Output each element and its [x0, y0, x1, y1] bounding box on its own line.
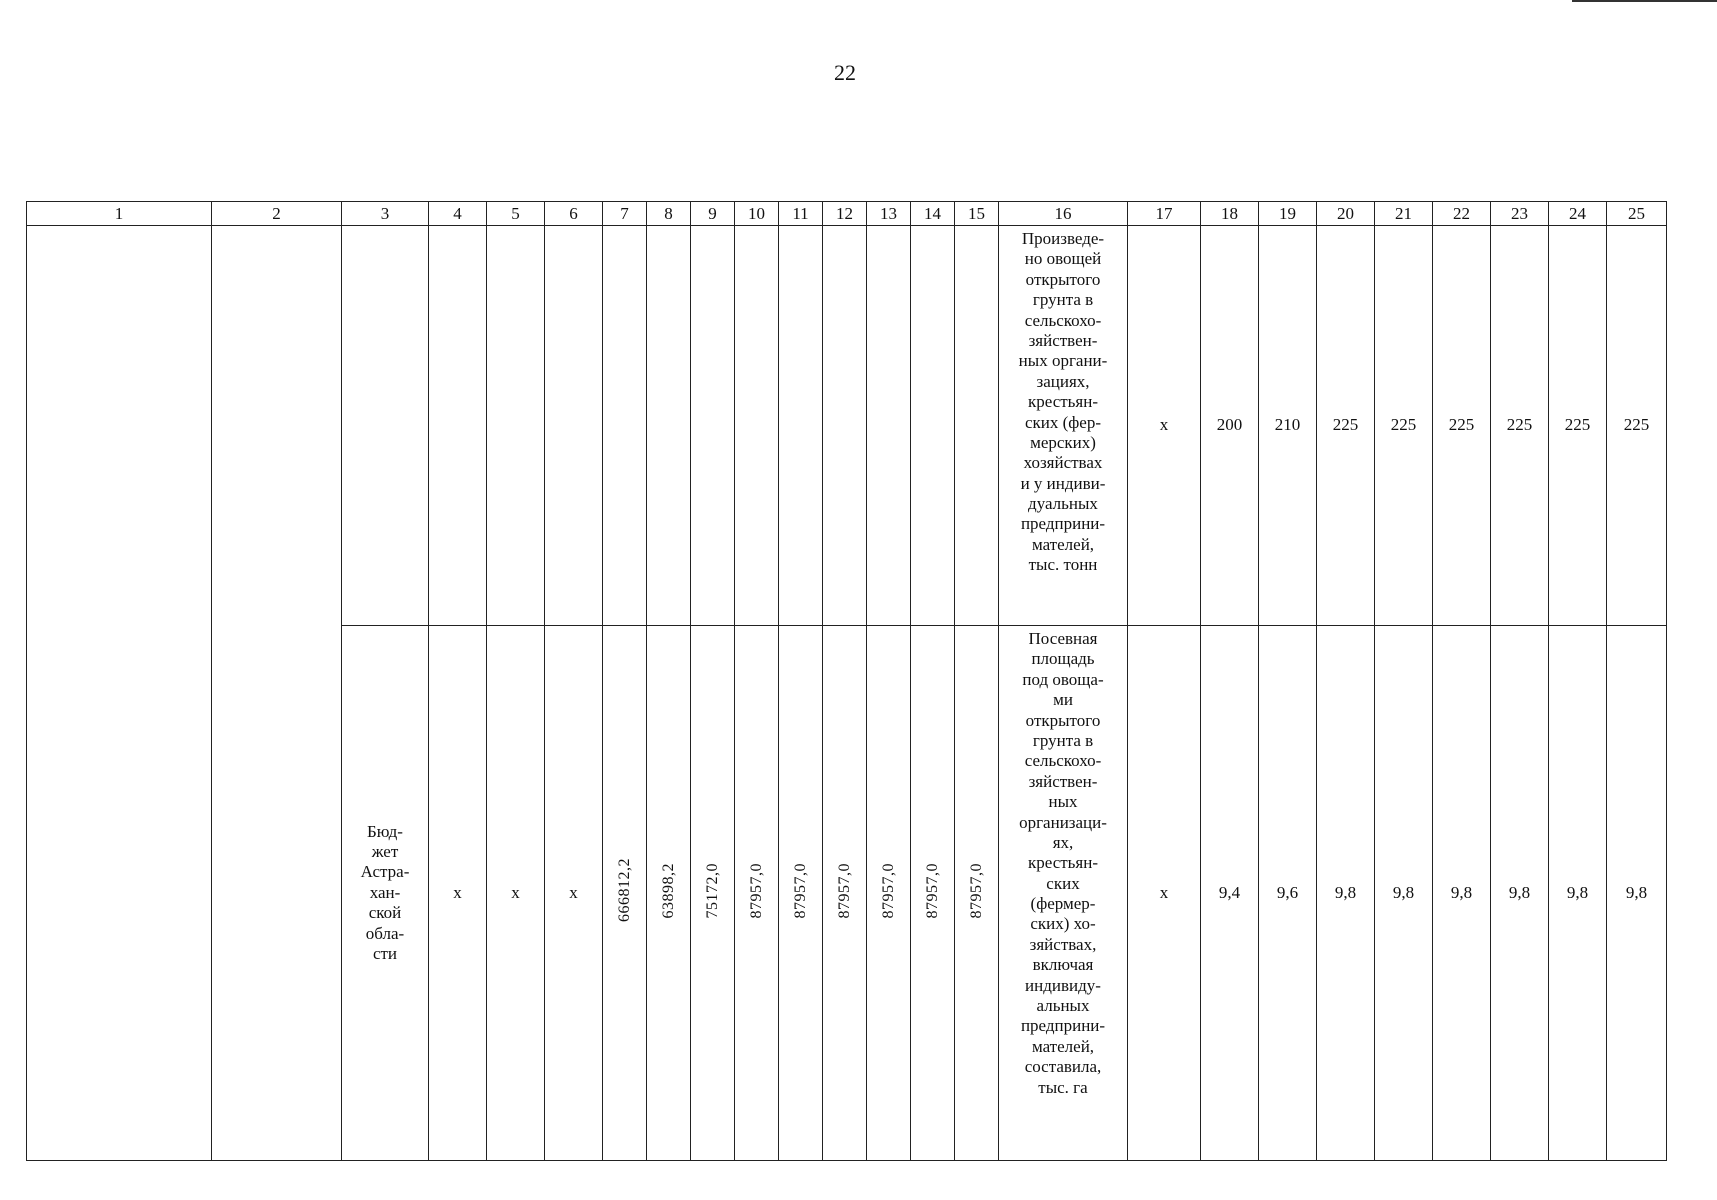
funding-amount-cell [603, 626, 647, 1161]
funding-amount-cell [647, 626, 691, 1161]
funding-amount-cell [691, 626, 735, 1161]
header-cell-21: 21 [1375, 202, 1433, 226]
cell-col-12-empty [823, 226, 867, 626]
funding-amount-cell [867, 626, 911, 1161]
header-cell-11: 11 [779, 202, 823, 226]
target-value: 225 [1433, 226, 1491, 626]
funding-col-4: x [429, 626, 487, 1161]
indicator-line: (фермер- [1030, 894, 1096, 914]
funding-amount: 87957,0 [791, 862, 809, 919]
target-value: 9,8 [1491, 626, 1549, 1161]
indicator-line: грунта в [1032, 290, 1094, 310]
target-value: 225 [1491, 226, 1549, 626]
indicator-line: зациях, [1036, 371, 1090, 391]
target-value: 9,8 [1549, 626, 1607, 1161]
funding-source [342, 626, 429, 1161]
cell-col-4-empty [429, 226, 487, 626]
indicator-line: зяйствах, [1029, 934, 1097, 954]
cell-col-10-empty [735, 226, 779, 626]
header-cell-17: 17 [1128, 202, 1201, 226]
indicator-line: мателей, [1031, 1036, 1095, 1056]
cell-col-11-empty [779, 226, 823, 626]
cell-col-1-empty [27, 226, 212, 1161]
indicator-line: предприни- [1020, 514, 1106, 534]
funding-amount: 87957,0 [835, 862, 853, 919]
indicator-line: дуальных [1028, 494, 1098, 514]
funding-col-5: x [487, 626, 545, 1161]
header-cell-24: 24 [1549, 202, 1607, 226]
indicator-line: зяйствен- [1028, 771, 1098, 791]
indicator-line: альных [1036, 996, 1090, 1016]
target-value: 225 [1549, 226, 1607, 626]
indicator-col-17: x [1128, 226, 1201, 626]
funding-amount: 87957,0 [923, 862, 941, 919]
indicator-line: организаци- [1019, 812, 1107, 832]
target-value: 9,8 [1317, 626, 1375, 1161]
header-cell-12: 12 [823, 202, 867, 226]
cell-col-2-empty [212, 226, 342, 1161]
indicator-line: сельскохо- [1024, 310, 1102, 330]
header-cell-5: 5 [487, 202, 545, 226]
indicator-line: индивиду- [1025, 975, 1101, 995]
target-value: 210 [1259, 226, 1317, 626]
indicator-line: мерских) [1030, 432, 1096, 452]
cell-col-6-empty [545, 226, 603, 626]
indicator-line: Произведе- [1021, 229, 1105, 248]
header-cell-1: 1 [27, 202, 212, 226]
funding-source-line: ской [368, 903, 402, 923]
indicator-line: ских (фер- [1024, 412, 1102, 432]
cell-col-7-empty [603, 226, 647, 626]
indicator-line: под овоща- [1022, 669, 1104, 689]
header-cell-14: 14 [911, 202, 955, 226]
target-value: 9,8 [1607, 626, 1667, 1161]
header-cell-7: 7 [603, 202, 647, 226]
indicator-line: включая [1032, 955, 1094, 975]
target-value: 9,8 [1433, 626, 1491, 1161]
funding-amount-cell [823, 626, 867, 1161]
table-row [27, 226, 1667, 626]
target-value: 200 [1201, 226, 1259, 626]
header-cell-2: 2 [212, 202, 342, 226]
indicator-description [999, 226, 1128, 626]
indicator-line: открытого [1025, 710, 1101, 730]
top-corner-line [1572, 0, 1717, 2]
indicator-line: площадь [1031, 649, 1095, 669]
indicator-line: тыс. тонн [1028, 555, 1098, 575]
cell-col-14-empty [911, 226, 955, 626]
header-cell-19: 19 [1259, 202, 1317, 226]
cell-col-3-empty [342, 226, 429, 626]
header-cell-18: 18 [1201, 202, 1259, 226]
program-table [26, 201, 1667, 1161]
funding-amount-cell [779, 626, 823, 1161]
header-cell-8: 8 [647, 202, 691, 226]
indicator-line: хозяйствах [1023, 453, 1103, 473]
indicator-line: Посевная [1028, 629, 1098, 648]
target-value: 225 [1607, 226, 1667, 626]
indicator-line: ных [1048, 792, 1078, 812]
header-cell-23: 23 [1491, 202, 1549, 226]
target-value: 225 [1317, 226, 1375, 626]
header-cell-16: 16 [999, 202, 1128, 226]
target-value: 9,8 [1375, 626, 1433, 1161]
funding-source-line: хан- [369, 882, 401, 902]
funding-amount: 63898,2 [659, 862, 677, 919]
header-cell-4: 4 [429, 202, 487, 226]
funding-source-line: обла- [365, 923, 405, 943]
indicator-line: составила, [1024, 1057, 1102, 1077]
header-cell-25: 25 [1607, 202, 1667, 226]
indicator-line: крестьян- [1027, 392, 1099, 412]
indicator-line: грунта в [1032, 730, 1094, 750]
indicator-line: и у индиви- [1020, 473, 1106, 493]
indicator-line: тыс. га [1038, 1077, 1088, 1097]
indicator-line: зяйствен- [1028, 330, 1098, 350]
indicator-line: сельскохо- [1024, 751, 1102, 771]
cell-col-8-empty [647, 226, 691, 626]
funding-source-line: жет [371, 842, 399, 862]
indicator-line: крестьян- [1027, 853, 1099, 873]
funding-amount: 87957,0 [879, 862, 897, 919]
indicator-line: ских) хо- [1030, 914, 1096, 934]
header-cell-3: 3 [342, 202, 429, 226]
funding-source-line: сти [372, 943, 398, 963]
funding-amount-cell [955, 626, 999, 1161]
funding-source-line: Бюд- [367, 821, 403, 841]
target-value: 9,4 [1201, 626, 1259, 1161]
indicator-col-17: x [1128, 626, 1201, 1161]
header-cell-10: 10 [735, 202, 779, 226]
funding-amount-cell [911, 626, 955, 1161]
indicator-line: но овощей [1024, 249, 1102, 269]
indicator-line: мателей, [1031, 534, 1095, 554]
funding-amount: 666812,2 [615, 858, 633, 923]
funding-amount: 87957,0 [747, 862, 765, 919]
cell-col-13-empty [867, 226, 911, 626]
page-number: 22 [834, 60, 856, 85]
funding-amount: 75172,0 [703, 862, 721, 919]
indicator-line: ми [1053, 690, 1073, 710]
indicator-line: предприни- [1020, 1016, 1106, 1036]
cell-col-15-empty [955, 226, 999, 626]
header-cell-15: 15 [955, 202, 999, 226]
header-row [27, 202, 1667, 226]
target-value: 225 [1375, 226, 1433, 626]
funding-amount: 87957,0 [967, 862, 985, 919]
header-cell-20: 20 [1317, 202, 1375, 226]
header-cell-13: 13 [867, 202, 911, 226]
cell-col-9-empty [691, 226, 735, 626]
indicator-line: открытого [1025, 269, 1101, 289]
funding-source-line: Астра- [360, 862, 410, 882]
indicator-line: ях, [1052, 832, 1074, 852]
indicator-description [999, 626, 1128, 1161]
funding-amount-cell [735, 626, 779, 1161]
indicator-line: ных органи- [1018, 351, 1108, 371]
header-cell-6: 6 [545, 202, 603, 226]
header-cell-9: 9 [691, 202, 735, 226]
header-cell-22: 22 [1433, 202, 1491, 226]
target-value: 9,6 [1259, 626, 1317, 1161]
funding-col-6: x [545, 626, 603, 1161]
cell-col-5-empty [487, 226, 545, 626]
indicator-line: ских [1046, 873, 1080, 893]
